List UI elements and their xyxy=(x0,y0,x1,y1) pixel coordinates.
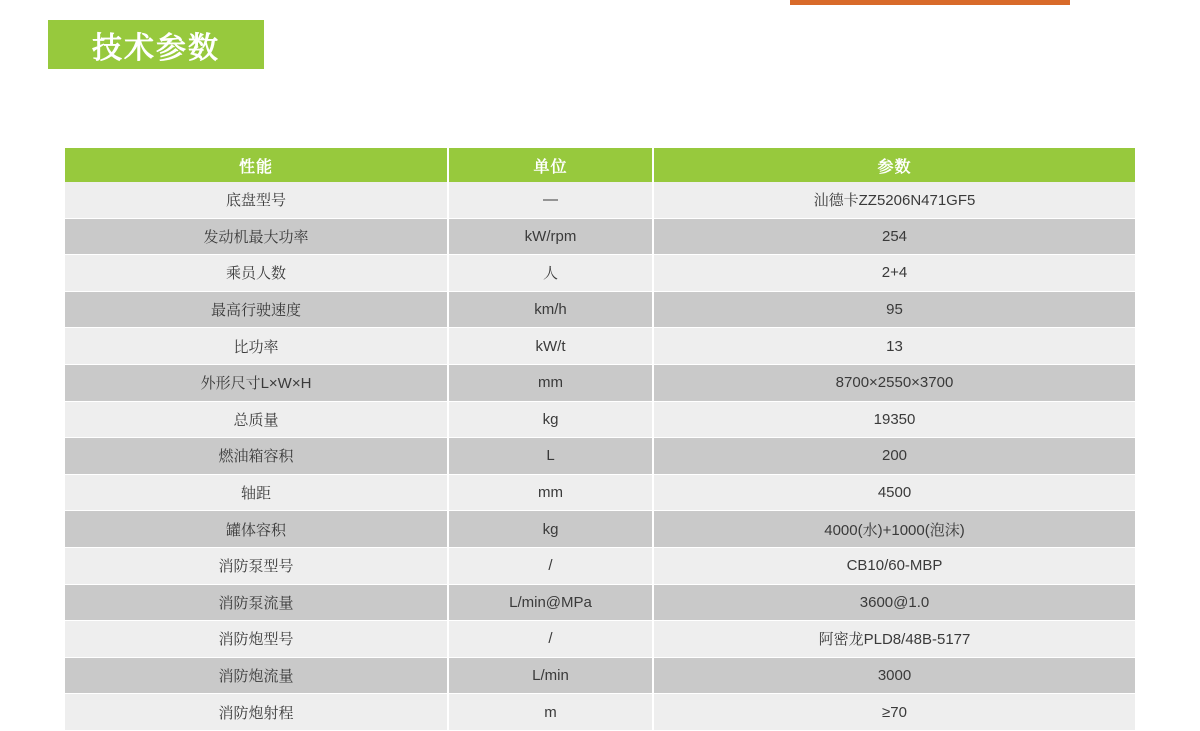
cell-parameter: 4000(水)+1000(泡沫) xyxy=(653,511,1135,548)
cell-unit: mm xyxy=(448,474,653,511)
cell-parameter: CB10/60-MBP xyxy=(653,547,1135,584)
cell-unit: mm xyxy=(448,364,653,401)
cell-parameter: 19350 xyxy=(653,401,1135,438)
cell-performance: 乘员人数 xyxy=(65,255,448,292)
cell-unit: L xyxy=(448,438,653,475)
cell-unit: 人 xyxy=(448,255,653,292)
table-row xyxy=(65,328,1135,365)
table-row xyxy=(65,438,1135,475)
cell-performance: 底盘型号 xyxy=(65,182,448,218)
cell-unit: kW/t xyxy=(448,328,653,365)
table-header-row xyxy=(65,148,1135,182)
cell-performance: 轴距 xyxy=(65,474,448,511)
cell-performance: 比功率 xyxy=(65,328,448,365)
cell-parameter: 4500 xyxy=(653,474,1135,511)
table-row xyxy=(65,657,1135,694)
cell-unit: / xyxy=(448,621,653,658)
cell-parameter: 200 xyxy=(653,438,1135,475)
cell-performance: 消防泵流量 xyxy=(65,584,448,621)
table-row xyxy=(65,255,1135,292)
technical-parameters-table xyxy=(65,148,1135,731)
top-accent-strip xyxy=(790,0,1070,5)
cell-unit: km/h xyxy=(448,291,653,328)
cell-unit: kg xyxy=(448,401,653,438)
column-header-parameter: 参数 xyxy=(653,148,1135,182)
column-header-unit: 单位 xyxy=(448,148,653,182)
cell-unit: m xyxy=(448,694,653,731)
cell-unit: kg xyxy=(448,511,653,548)
cell-performance: 消防炮射程 xyxy=(65,694,448,731)
table-row xyxy=(65,218,1135,255)
table-row xyxy=(65,621,1135,658)
page-title: 技术参数 xyxy=(92,31,220,65)
cell-performance: 消防泵型号 xyxy=(65,547,448,584)
cell-performance: 燃油箱容积 xyxy=(65,438,448,475)
cell-performance: 罐体容积 xyxy=(65,511,448,548)
cell-parameter: 2+4 xyxy=(653,255,1135,292)
cell-unit: — xyxy=(448,182,653,218)
cell-performance: 发动机最大功率 xyxy=(65,218,448,255)
cell-unit: / xyxy=(448,547,653,584)
cell-parameter: 阿密龙PLD8/48B-5177 xyxy=(653,621,1135,658)
cell-parameter: 3000 xyxy=(653,657,1135,694)
table-row xyxy=(65,511,1135,548)
cell-unit: L/min@MPa xyxy=(448,584,653,621)
table-body xyxy=(65,182,1135,730)
cell-parameter: 汕德卡ZZ5206N471GF5 xyxy=(653,182,1135,218)
cell-parameter: ≥70 xyxy=(653,694,1135,731)
cell-parameter: 3600@1.0 xyxy=(653,584,1135,621)
cell-performance: 消防炮型号 xyxy=(65,621,448,658)
table-row xyxy=(65,364,1135,401)
cell-parameter: 8700×2550×3700 xyxy=(653,364,1135,401)
cell-performance: 消防炮流量 xyxy=(65,657,448,694)
cell-performance: 最高行驶速度 xyxy=(65,291,448,328)
table-row xyxy=(65,694,1135,731)
cell-performance: 总质量 xyxy=(65,401,448,438)
cell-parameter: 254 xyxy=(653,218,1135,255)
table-row xyxy=(65,474,1135,511)
table-row xyxy=(65,291,1135,328)
table-row xyxy=(65,584,1135,621)
cell-parameter: 95 xyxy=(653,291,1135,328)
cell-parameter: 13 xyxy=(653,328,1135,365)
table-row xyxy=(65,547,1135,584)
table-row xyxy=(65,401,1135,438)
cell-unit: kW/rpm xyxy=(448,218,653,255)
page-title-banner xyxy=(48,20,264,69)
table-row xyxy=(65,182,1135,218)
column-header-performance: 性能 xyxy=(65,148,448,182)
cell-unit: L/min xyxy=(448,657,653,694)
cell-performance: 外形尺寸L×W×H xyxy=(65,364,448,401)
